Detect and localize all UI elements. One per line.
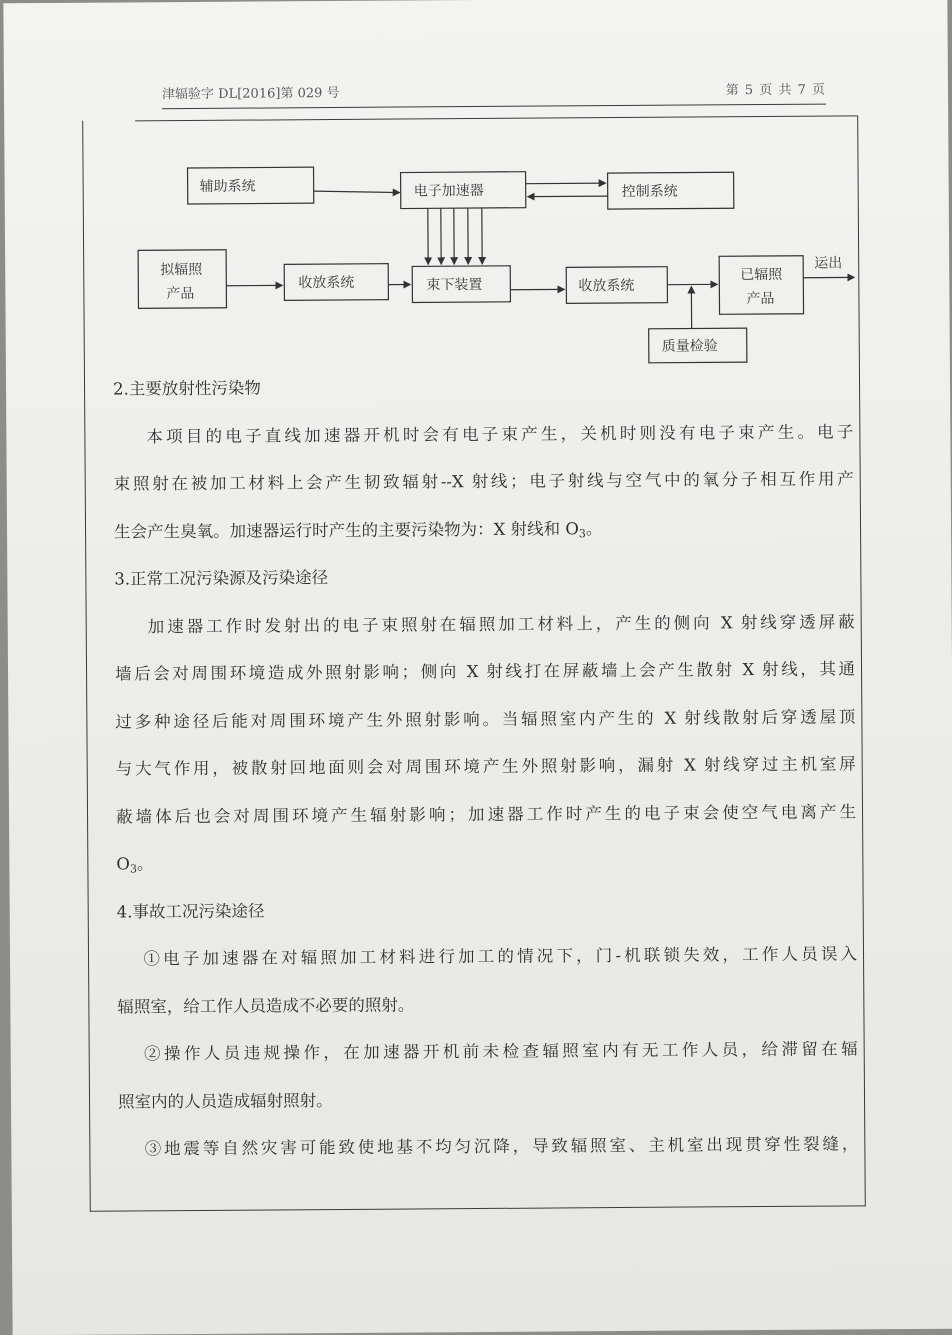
section-3-heading: 3.正常工况污染源及污染途径 — [114, 550, 854, 603]
page-header — [162, 70, 826, 110]
control-system-label: 控制系统 — [622, 183, 678, 200]
beam-device-label: 束下装置 — [426, 276, 482, 293]
section-4-item-1-line-2: 辐照室，给工作人员造成不必要的照射。 — [117, 978, 857, 1031]
product-label-line2: 产品 — [166, 285, 194, 302]
section-2-heading: 2.主要放射性污染物 — [113, 360, 853, 413]
section-2-line-1: 本项目的电子直线加速器开机时会有电子束产生，关机时则没有电子束产生。电子 — [113, 408, 853, 461]
section-3-line-3: 过多种途径后能对周围环境产生外照射影响。当辐照室内产生的 X 射线散射后穿透屋顶 — [115, 693, 855, 746]
section-4-heading: 4.事故工况污染途径 — [117, 883, 857, 936]
section-2-line-2: 束照射在被加工材料上会产生韧致辐射--X 射线；电子射线与空气中的氧分子相互作用产 — [114, 455, 854, 508]
section-3-line-4: 与大气作用，被散射回地面则会对周围环境产生外照射影响，漏射 X 射线穿过主机室屏 — [116, 740, 856, 793]
section-4-item-1-line-1: ①电子加速器在对辐照加工材料进行加工的情况下，门-机联锁失效，工作人员误入 — [117, 930, 857, 983]
irradiated-label-line2: 产品 — [746, 290, 774, 307]
section-2-line-3-end: 。 — [586, 519, 603, 538]
content-frame — [82, 115, 866, 1211]
section-3-line-6-text: O — [116, 854, 130, 873]
product-label-line1: 拟辐照 — [160, 261, 203, 278]
section-3-line-5: 蔽墙体后也会对周围环境产生辐射影响；加速器工作时产生的电子束会使空气电离产生 — [116, 788, 856, 841]
aux-system-label: 辅助系统 — [200, 178, 256, 195]
ozone-subscript-2: 3 — [130, 862, 137, 875]
conveyor-out-label: 收放系统 — [578, 277, 634, 294]
page-number: 第 5 页 共 7 页 — [726, 79, 826, 99]
document-code: 津辐验字 DL[2016]第 029 号 — [162, 82, 340, 102]
section-3-line-6 — [116, 835, 856, 888]
process-flow-diagram — [83, 115, 859, 370]
document-body — [113, 360, 859, 1173]
section-3-line-6-end: 。 — [137, 854, 154, 873]
section-2-line-3-text: 生会产生臭氧。加速器运行时产生的主要污染物为：X 射线和 O — [114, 519, 579, 541]
section-4-item-3-line-1: ③地震等自然灾害可能致使地基不均匀沉降，导致辐照室、主机室出现贯穿性裂缝， — [118, 1120, 858, 1173]
section-4-item-2-line-1: ②操作人员违规操作，在加速器开机前未检查辐照室内有无工作人员，给滞留在辐 — [118, 1025, 858, 1078]
quality-check-label: 质量检验 — [662, 337, 718, 354]
accelerator-label: 电子加速器 — [414, 182, 484, 199]
irradiated-label-line1: 已辐照 — [740, 267, 783, 283]
section-4-item-2-line-2: 照室内的人员造成辐射照射。 — [118, 1073, 858, 1126]
section-3-line-1: 加速器工作时发射出的电子束照射在辐照加工材料上，产生的侧向 X 射线穿透屏蔽 — [115, 598, 855, 651]
ship-out-label: 运出 — [814, 255, 842, 271]
ozone-subscript: 3 — [579, 527, 586, 540]
section-2-line-3 — [114, 503, 854, 556]
conveyor-in-label: 收放系统 — [298, 274, 354, 291]
section-3-line-2: 墙后会对周围环境造成外照射影响；侧向 X 射线打在屏蔽墙上会产生散射 X 射线，其通 — [115, 645, 855, 698]
document-page — [3, 0, 952, 1335]
